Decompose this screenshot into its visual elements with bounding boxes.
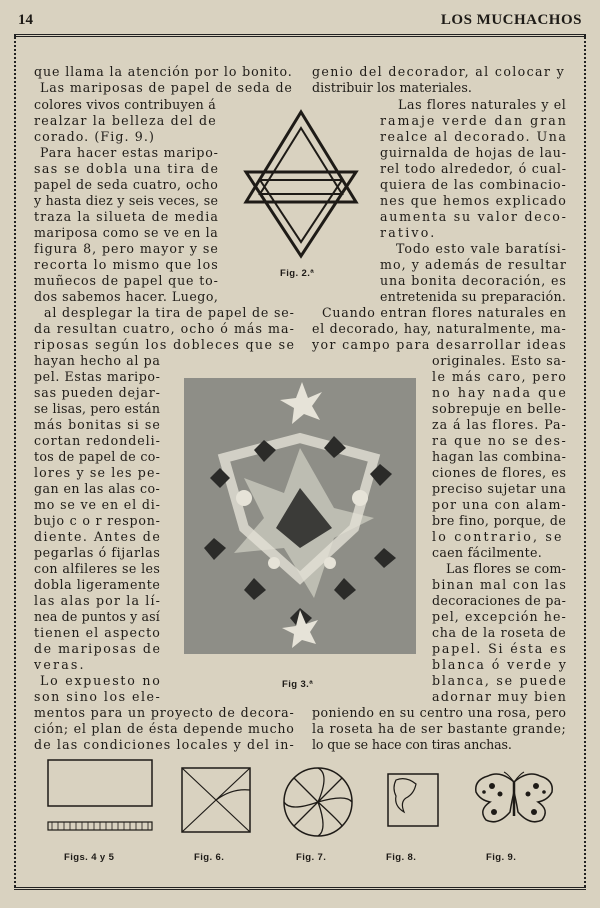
fig2-interlocked-triangles [236, 106, 366, 266]
right-line: quiera de las combinacio- [380, 177, 567, 192]
fig4-5-strip-drawing [46, 758, 156, 838]
left-line: tos de papel de co- [34, 449, 161, 464]
right-line: Las flores naturales y el [398, 97, 567, 112]
right-line: caen fácilmente. [432, 545, 543, 560]
left-line: y hasta diez y seis veces, se [34, 193, 219, 208]
right-line: aumenta su valor deco- [380, 209, 568, 224]
left-line: dobla ligeramente [34, 577, 161, 592]
magazine-title: LOS MUCHACHOS [440, 12, 582, 28]
right-line: binan mal con las [432, 577, 568, 592]
right-line: za á las flores. Pa- [432, 417, 567, 432]
left-line: de mariposas de [34, 641, 162, 656]
right-line: ramaje verde dan gran [380, 113, 568, 128]
left-line: papel de seda cuatro, ocho [34, 177, 219, 192]
right-line: pel, excepción he- [432, 609, 567, 624]
left-line: las alas por la lí- [34, 593, 162, 608]
right-line: lo que se hace con tiras anchas. [312, 737, 512, 752]
fig6-caption: Fig. 6. [194, 852, 225, 863]
left-line: nea de puntos y así [34, 609, 160, 624]
fig2-caption: Fig. 2.ª [280, 268, 315, 279]
left-line: recorta lo mismo que los [34, 257, 219, 272]
right-line: el decorado, hay, naturalmente, ma- [312, 321, 567, 336]
right-line: rativo. [380, 225, 437, 240]
right-line: bre fino, porque, de [432, 513, 567, 528]
left-line: realzar la belleza del de [34, 113, 217, 128]
left-line: que llama la atención por lo bonito. [34, 64, 293, 79]
left-line: dos sabemos hacer. Luego, [34, 289, 219, 304]
fig3-caption: Fig 3.ª [282, 679, 314, 690]
right-line: guirnalda de hojas de lau- [380, 145, 567, 160]
right-line: lo contrario, se [432, 529, 564, 544]
left-line: diente. Antes de [34, 529, 162, 544]
fig7-pinwheel [280, 764, 356, 840]
right-line: blanca ó verde y [432, 657, 568, 672]
right-line: ra que no se des- [432, 433, 568, 448]
right-line: la roseta ha de ser bastante grande; [312, 721, 567, 736]
left-line: sas se dobla una tira de [34, 161, 220, 176]
fig6-folded-square [180, 766, 254, 836]
left-line: mariposa como se ve en la [34, 225, 219, 240]
right-line: preciso sujetar una [432, 481, 567, 496]
right-line: realce al decorado. Una [380, 129, 568, 144]
right-line: rel todo alrededor, ó cual- [380, 161, 567, 176]
right-line: una bonita decoración, es [380, 273, 567, 288]
fig3-photo [184, 378, 416, 654]
left-line: Las mariposas de papel de seda de [40, 80, 293, 95]
left-line: tienen el aspecto [34, 625, 161, 640]
left-line: gan en las alas co- [34, 481, 161, 496]
left-line: muñecos de papel que to- [34, 273, 219, 288]
left-line: mo se ve en el di- [34, 497, 161, 512]
right-line: entretenida su preparación. [380, 289, 567, 304]
fig8-caption: Fig. 8. [386, 852, 417, 863]
star-decoration-illustration [184, 378, 416, 654]
left-line: traza la silueta de media [34, 209, 219, 224]
left-line: colores vivos contribuyen á [34, 97, 216, 112]
right-line: distribuir los materiales. [312, 80, 473, 95]
left-line: veras. [34, 657, 86, 672]
left-border [14, 34, 16, 887]
fig8-butterfly-outline [386, 772, 442, 830]
left-line: hayan hecho al pa [34, 353, 161, 368]
right-line: sobrepuje en belle- [432, 401, 567, 416]
left-line: riposas según los dobleces que se [34, 337, 296, 352]
left-line: más bonitas si se [34, 417, 161, 432]
right-line: nes que hemos explicado [380, 193, 568, 208]
right-line: genio del decorador, al colocar y [312, 64, 566, 79]
right-line: adornar muy bien [432, 689, 568, 704]
left-line: pegarlas ó fijarlas [34, 545, 161, 560]
right-line: no hay nada que [432, 385, 568, 400]
right-line: poniendo en su centro una rosa, pero [312, 705, 567, 720]
fig9-butterfly [470, 770, 558, 828]
left-line: lores y se les pe- [34, 465, 162, 480]
left-line: mentos para un proyecto de decora- [34, 705, 295, 720]
left-line: ción; el plan de ésta depende mucho [34, 721, 295, 736]
left-line: se lisas, pero están [34, 401, 161, 416]
left-line: bujo c o r respon- [34, 513, 161, 528]
fig4-5-caption: Figs. 4 y 5 [64, 852, 115, 863]
right-line: por una con alam- [432, 497, 567, 512]
right-line: blanca, se puede [432, 673, 568, 688]
left-line: da resultan cuatro, ocho ó más ma- [34, 321, 295, 336]
right-line: Todo esto vale baratísi- [396, 241, 567, 256]
left-line: Lo expuesto no [40, 673, 162, 688]
right-line: mo, y además de resultar [380, 257, 567, 272]
left-line: con alfileres se les [34, 561, 161, 576]
right-line: Cuando entran flores naturales en [322, 305, 567, 320]
left-line: pel. Estas maripo- [34, 369, 161, 384]
left-line: cortan redondeli- [34, 433, 161, 448]
right-line: le más caro, pero [432, 369, 568, 384]
right-line: yor campo para desarrollar ideas [312, 337, 568, 352]
right-line: originales. Esto sa- [432, 353, 567, 368]
right-line: ciones de flores, es [432, 465, 567, 480]
left-line: figura 8, pero mayor y se [34, 241, 219, 256]
left-line: al desplegar la tira de papel de se- [44, 305, 295, 320]
right-line: decoraciones de pa- [432, 593, 567, 608]
fig7-caption: Fig. 7. [296, 852, 327, 863]
right-line: hagan las combina- [432, 449, 567, 464]
right-border [584, 34, 586, 887]
top-border [14, 34, 586, 37]
page-number: 14 [18, 12, 33, 28]
bottom-border [14, 887, 586, 890]
left-line: corado. (Fig. 9.) [34, 129, 155, 144]
right-line: cha de la roseta de [432, 625, 567, 640]
left-line: de las condiciones locales y del in- [34, 737, 295, 752]
left-line: son sino los ele- [34, 689, 162, 704]
fig9-caption: Fig. 9. [486, 852, 517, 863]
right-line: papel. Si ésta es [432, 641, 568, 656]
right-line: Las flores se com- [446, 561, 567, 576]
left-line: sas pueden dejar- [34, 385, 161, 400]
left-line: Para hacer estas maripo- [40, 145, 219, 160]
